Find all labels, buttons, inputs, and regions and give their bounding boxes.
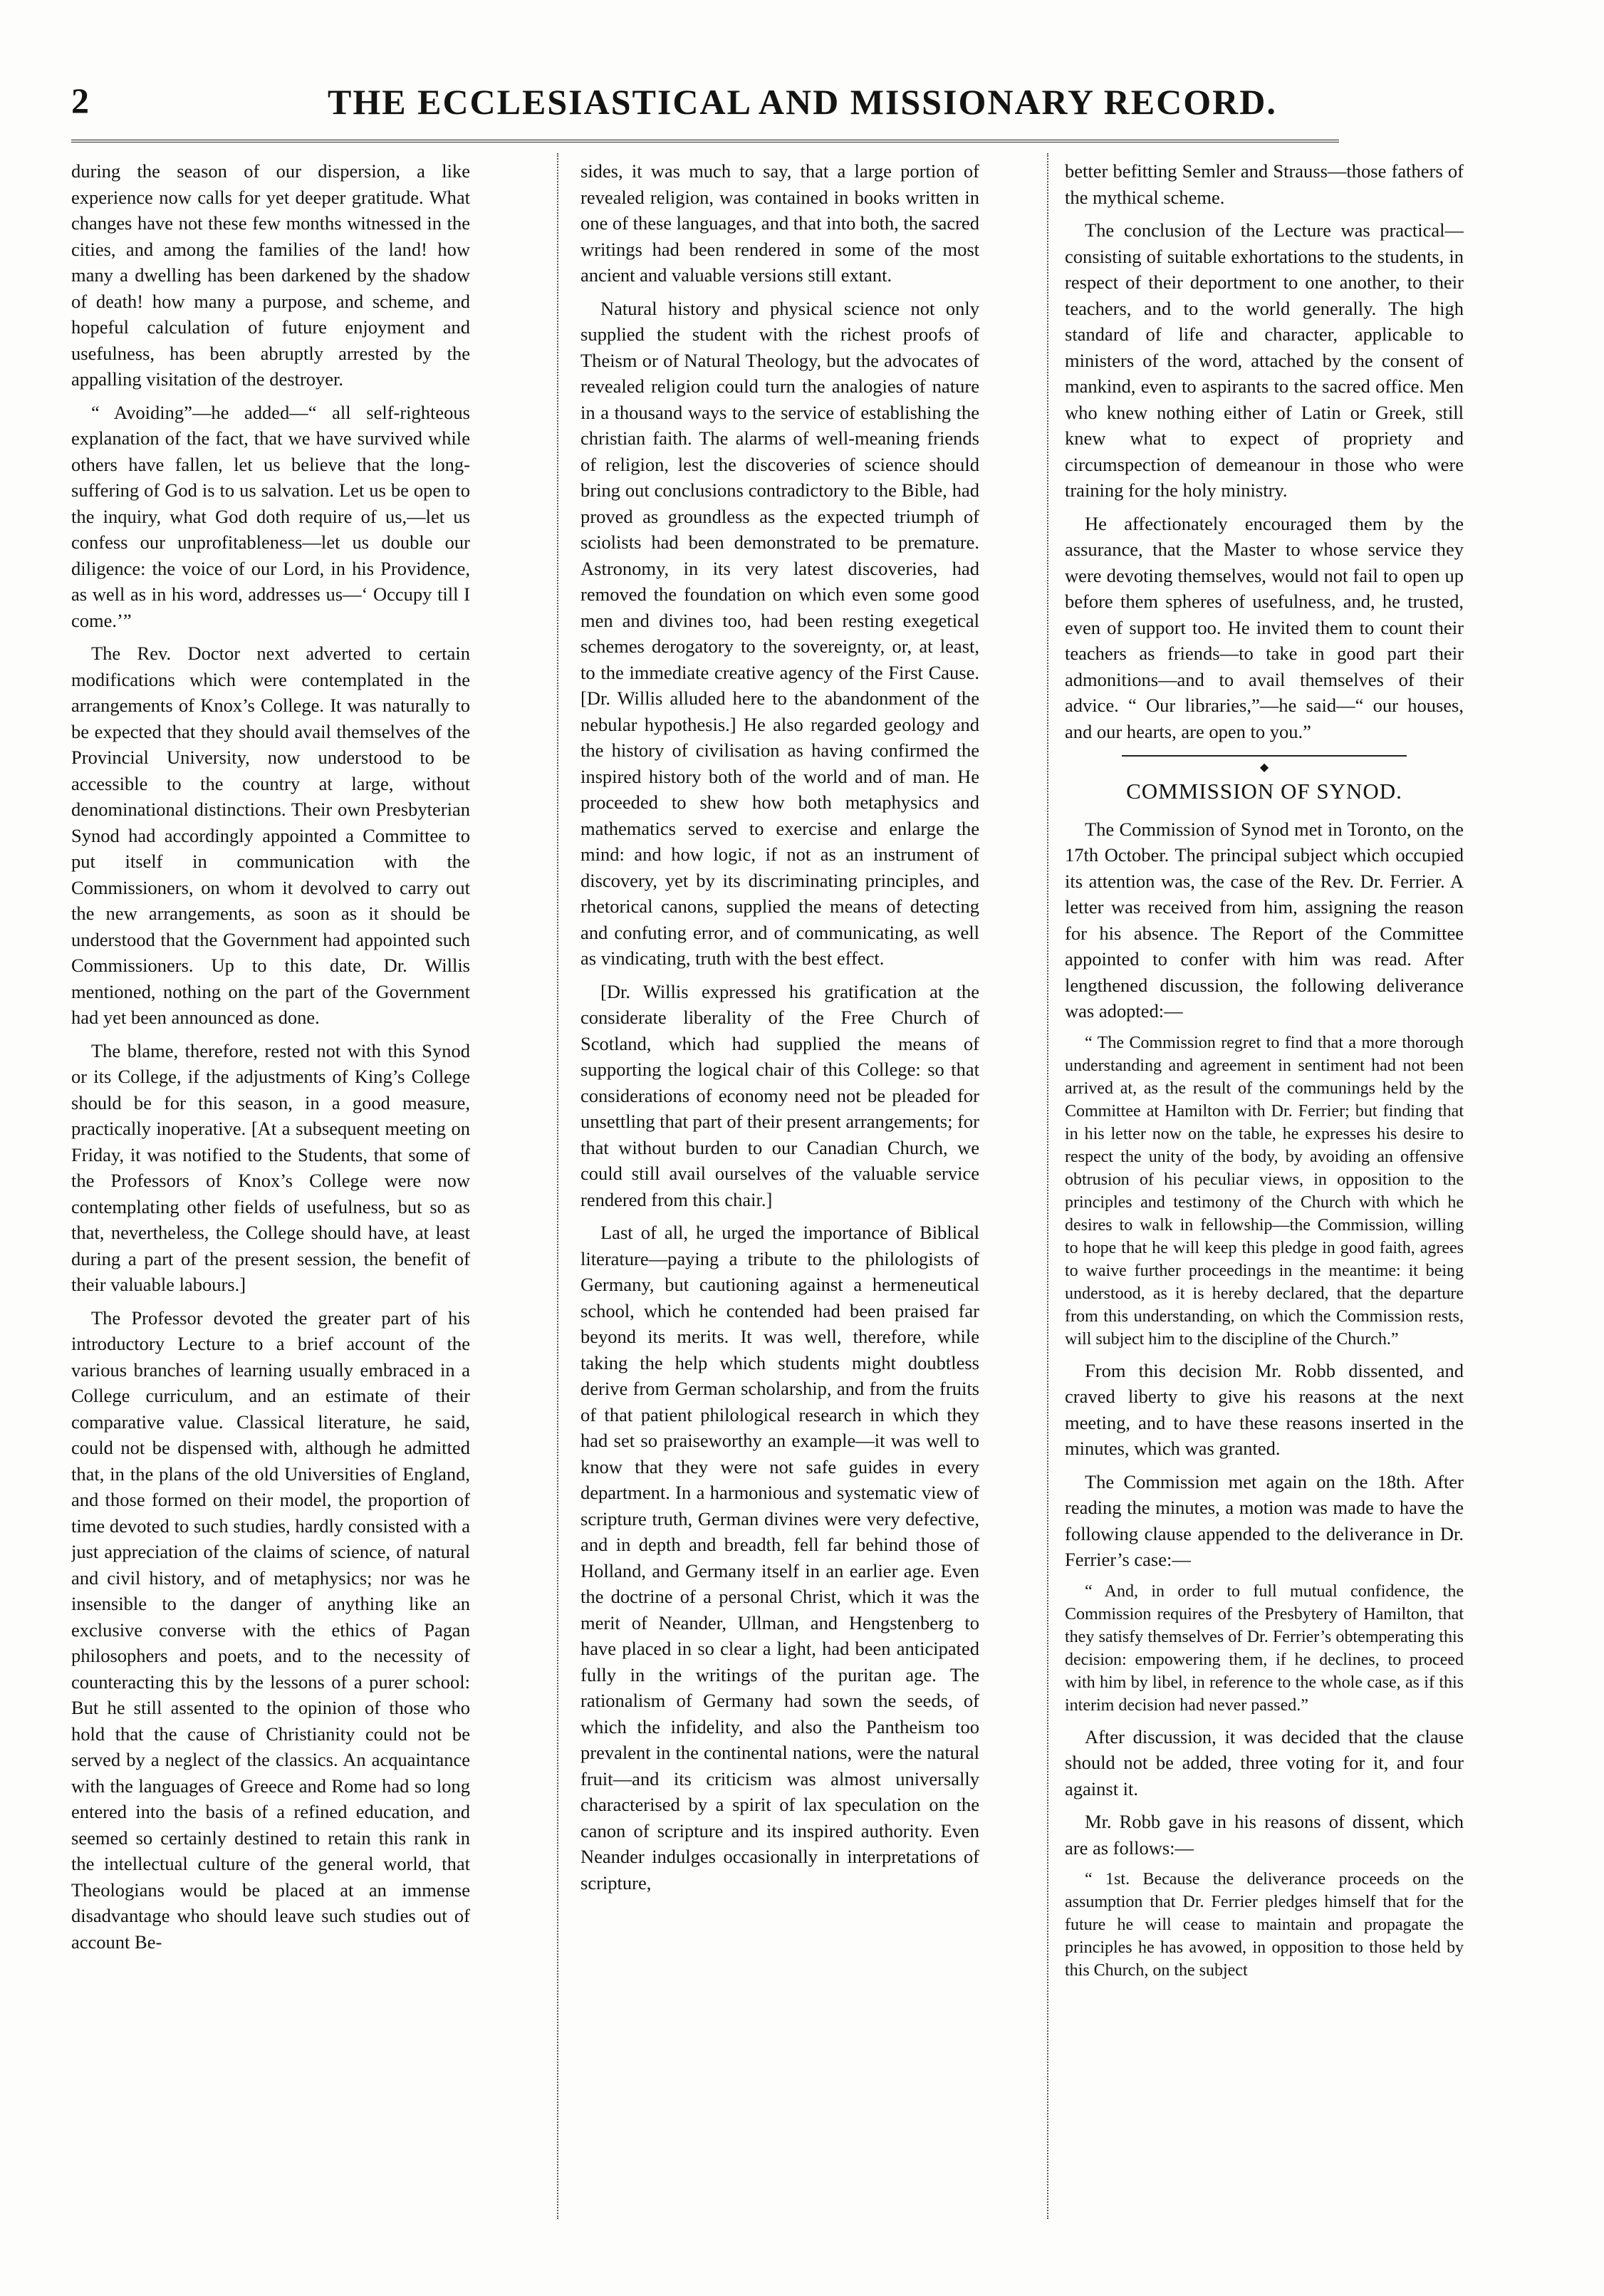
column-divider: [1047, 153, 1048, 2219]
column-divider: [557, 153, 558, 2219]
section-ornament-rule: [1065, 752, 1464, 774]
paragraph: [Dr. Willis expressed his gratification at the considerate liberality of the Free Church of Scotland, which had supplied the means of supporting the logical chair of this College: so that considerations of economy need not be pleaded for unsettling that part of their present arrangements; for that without burden to our Canadian Church, we could still avail ourselves of the valuable service rendered from this chair.]: [580, 980, 979, 1210]
column-1: [71, 158, 470, 2224]
paragraph: The Professor devoted the greater part of his introductory Lecture to a brief account of the various branches of learning usually embraced in a College curriculum, and an estimate of their comparative value. Classical literature, he said, could not be dispensed with, although he admitted that, in the plans of the old Universities of England, and those formed on their model, the proportion of time devoted to such studies, hardly consisted with a just appreciation of the claims of science, of natural and civil history, and of metaphysics; nor was he insensible to the danger of anything like an exclusive converse with the ethics of Pagan philosophers and poets, and to the necessity of counteracting this by the lessons of a purer school: But he still assented to the opinion of those who hold that the cause of Christianity could not be served by a neglect of the classics. An acquaintance with the languages of Greece and Rome had so long entered into the basis of a refined education, and seemed so certainly destined to retain this rank in the intellectual culture of the general world, that Theologians would be placed at an immense disadvantage who should leave such studies out of account Be-: [71, 1307, 470, 1953]
section-heading: COMMISSION OF SYNOD.: [1126, 779, 1402, 804]
column-2: [580, 158, 979, 2224]
paragraph: Mr. Robb gave in his reasons of dissent, which are as follows:—: [1065, 1811, 1464, 1859]
paragraph: Last of all, he urged the importance of Biblical literature—paying a tribute to the philologists of Germany, but cautioning against a hermeneutical school, which he contended had been praised far beyond its merits. It was well, therefore, while taking the help which students might doubtless derive from German scholarship, and from the fruits of that patient philological research in which they had set so praiseworthy an example—it was well to know that they were not safe guides in every department. In a harmonious and systematic view of scripture truth, German divines were very defective, and in depth and breadth, fell far behind those of Holland, and Germany itself in an earlier age. Even the doctrine of a personal Christ, which it was the merit of Neander, Ullman, and Hengstenberg to have placed in so clear a light, had been anticipated fully in the writings of the puritan age. The rationalism of Germany had sown the seeds, of which the infidelity, and also the Pantheism too prevalent in the continental nations, were the natural fruit—and its criticism was almost universally characterised by a spirit of lax speculation on the canon of scripture and its inspired authority. Even Neander indulges occasionally in interpretations of scripture,: [580, 1222, 979, 1894]
paragraph: From this decision Mr. Robb dissented, and craved liberty to give his reasons at the next meeting, and to have these reasons inserted in the minutes, which was granted.: [1065, 1359, 1464, 1459]
paragraph: The conclusion of the Lecture was practical—consisting of suitable exhortations to the students, in respect of their deportment to one another, to their teachers, and to the world generally. The high standard of life and character, applicable to ministers of the word, attached by the consent of mankind, even to aspirants to the sacred office. Men who knew nothing either of Latin or Greek, still knew what to expect of propriety and circumspection of demeanour in those who were training for the holy ministry.: [1065, 219, 1464, 501]
paragraph: The Commission met again on the 18th. After reading the minutes, a motion was made to have the following clause appended to the deliverance in Dr. Ferrier’s case:—: [1065, 1470, 1464, 1570]
reasons-of-dissent: “ 1st. Because the deliverance proceeds on the assumption that Dr. Ferrier pledges himself that for the future he will cease to maintain and propagate the principles he has avowed, in opposition to those held by this Church, on the subject: [1065, 1870, 1464, 1980]
paragraph: After discussion, it was decided that the clause should not be added, three voting for it, and four against it.: [1065, 1725, 1464, 1799]
masthead-title: THE ECCLESIASTICAL AND MISSIONARY RECORD.: [328, 82, 1277, 122]
paragraph: Natural history and physical science not only supplied the student with the richest proofs of Theism or of Natural Theology, but the advocates of revealed religion could turn the analogies of nature in a thousand ways to the service of establishing the christian faith. The alarms of well-meaning friends of religion, lest the discoveries of science should bring out conclusions contradictory to the Bible, had proved as groundless as the expected triumph of sciolists had been demonstrated to be premature. Astronomy, in its very latest discoveries, had removed the foundation on which even some good men and divines too, had been resting exegetical schemes derogatory to the sovereignty, or, at least, to the immediate creative agency of the First Cause. [Dr. Willis alluded here to the abandonment of the nebular hypothesis.] He also regarded geology and the history of civilisation as having confirmed the inspired history both of the world and of man. He proceeded to shew how both metaphysics and mathematics served to exercise and enlarge the mind: and how logic, if not as an instrument of discovery, yet by its discriminating principles, and rhetorical canons, supplied the means of detecting and confuting error, and of communicating, as well as vindicating, truth with the best effect.: [580, 297, 979, 969]
header-rule: [71, 140, 1339, 142]
paragraph: during the season of our dispersion, a like experience now calls for yet deeper gratitude. What changes have not these few months witnessed in the cities, and among the families of the land! how many a dwelling has been darkened by the shadow of death! how many a purpose, and scheme, and hopeful calculation of future enjoyment and usefulness, has been abruptly arrested by the appalling visitation of the destroyer.: [71, 160, 470, 390]
paragraph: He affectionately encouraged them by the assurance, that the Master to whose service they were devoting themselves, would not fail to open up before them spheres of usefulness, and, he trusted, even of support too. He invited them to count their teachers as friends—to take in good part their admonitions—and to avail themselves of their advice. “ Our libraries,”—he said—“ our houses, and our hearts, are open to you.”: [1065, 512, 1464, 742]
paragraph: The blame, therefore, rested not with this Synod or its College, if the adjustments of King’s College should be for this season, in a good measure, practically inoperative. [At a subsequent meeting on Friday, it was notified to the Students, that some of the Professors of Knox’s College were now contemplating other fields of usefulness, but so as that, nevertheless, the College should have, at least during a part of the present session, the benefit of their valuable labours.]: [71, 1039, 470, 1295]
page-number: 2: [71, 80, 89, 120]
paragraph: sides, it was much to say, that a large portion of revealed religion, was contained in books written in one of these languages, and that into both, the sacred writings had been rendered in some of the most ancient and valuable versions still extant.: [580, 160, 979, 286]
page-header: [71, 80, 1339, 137]
column-3: [1065, 158, 1464, 2224]
paragraph: “ Avoiding”—he added—“ all self-righteous explanation of the fact, that we have survived while others have fallen, let us believe that the long-suffering of God is to us salvation. Let us be open to the inquiry, what God doth require of us,—let us confess our unprofitableness—let us double our diligence: the voice of our Lord, in his Providence, as well as in his word, addresses us—‘ Occupy till I come.’”: [71, 401, 470, 631]
quoted-clause: “ And, in order to full mutual confidence, the Commission requires of the Presbytery of Hamilton, that they satisfy themselves of Dr. Ferrier’s obtemperating this decision: empowering them, if he declines, to proceed with him by libel, in reference to the whole case, as if this interim decision had never passed.”: [1065, 1581, 1464, 1715]
paragraph: better befitting Semler and Strauss—those fathers of the mythical scheme.: [1065, 160, 1464, 208]
diamond-ornament-icon: ◆: [1256, 762, 1273, 774]
paragraph: The Rev. Doctor next adverted to certain modifications which were contemplated in the arrangements of Knox’s College. It was naturally to be expected that they should avail themselves of the Provincial University, now understood to be accessible to the country at large, without denominational distinctions. Their own Presbyterian Synod had accordingly appointed a Committee to put itself in communication with the Commissioners, on whom it devolved to carry out the new arrangements, as soon as it should be understood that the Government had appointed such Commissioners. Up to this date, Dr. Willis mentioned, nothing on the part of the Government had yet been announced as done.: [71, 643, 470, 1028]
paragraph: The Commission of Synod met in Toronto, on the 17th October. The principal subject which occupied its attention was, the case of the Rev. Dr. Ferrier. A letter was received from him, assigning the reason for his absence. The Report of the Committee appointed to confer with him was read. After lengthened discussion, the following deliverance was adopted:—: [1065, 818, 1464, 1022]
quoted-deliverance: “ The Commission regret to find that a more thorough understanding and agreement in sentiment had not been arrived at, as the result of the communings held by the Committee at Hamilton with Dr. Ferrier; but finding that in his letter now on the table, he expresses his desire to respect the unity of the body, by avoiding an offensive obtrusion of his peculiar views, in opposition to the principles and testimony of the Church with which he desires to walk in fellowship—the Commission, willing to hope that he will keep this pledge in good faith, agrees to waive further proceedings in the meantime: it being understood, as it is hereby declared, that the departure from this understanding, on which the Commission rests, will subject him to the discipline of the Church.”: [1065, 1033, 1464, 1349]
